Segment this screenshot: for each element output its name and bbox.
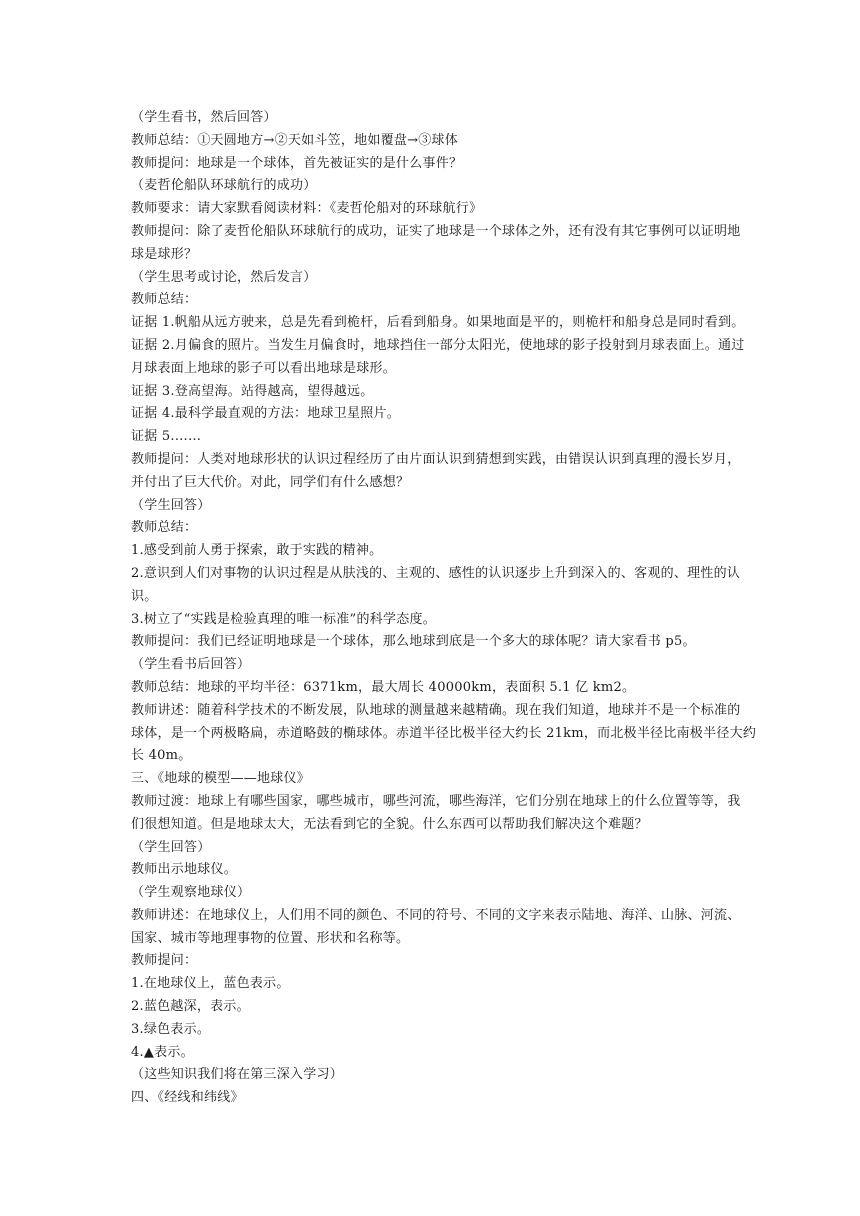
text-line: 教师讲述：随着科学技术的不断发展，队地球的测量越来越精确。现在我们知道，地球并不是一个标准的 (131, 702, 741, 718)
text-line: 教师总结： (131, 292, 198, 308)
text-line: 国家、城市等地理事物的位置、形状和名称等。 (131, 930, 410, 946)
text-line: （学生观察地球仪） (131, 885, 251, 901)
section-heading: 四、《经线和纬线》 (131, 1090, 244, 1106)
text-line: （学生回答） (131, 497, 211, 513)
text-line: 3.绿色表示。 (131, 1021, 211, 1037)
text-line: 教师总结： (131, 520, 198, 536)
text-line: 证据 4.最科学最直观的方法：地球卫星照片。 (131, 406, 401, 422)
text-line: 月球表面上地球的影子可以看出地球是球形。 (131, 360, 397, 376)
text-line: 教师提问：地球是一个球体，首先被证实的是什么事件？ (131, 155, 463, 171)
text-line: 教师出示地球仪。 (131, 862, 238, 878)
text-line: 球是球形？ (131, 246, 198, 262)
text-line: （学生看书，然后回答） (131, 110, 277, 125)
text-line: 识。 (131, 588, 158, 604)
text-line: 教师提问：除了麦哲伦船队环球航行的成功，证实了地球是一个球体之外，还有没有其它事例可以证明地 (131, 223, 741, 239)
section-heading: 三、《地球的模型——地球仪》 (131, 771, 311, 787)
text-line: 2.意识到人们对事物的认识过程是从肤浅的、主观的、感性的认识逐步上升到深入的、客观的、理性的认 (131, 565, 741, 581)
text-line: （学生思考或讨论，然后发言） (131, 269, 317, 285)
text-line: 1.在地球仪上，蓝色表示。 (131, 976, 290, 992)
text-line: 们很想知道。但是地球太大，无法看到它的全貌。什么东西可以帮助我们解决这个难题？ (131, 816, 648, 832)
text-line: 证据 2.月偏食的照片。当发生月偏食时，地球挡住一部分太阳光，使地球的影子投射到月球表面上。通过 (131, 337, 745, 353)
text-line: 1.感受到前人勇于探索，敢于实践的精神。 (131, 543, 383, 559)
text-line: 证据 3.登高望海。站得越高，望得越远。 (131, 383, 374, 399)
text-line: 2.蓝色越深，表示。 (131, 999, 250, 1015)
text-line: 教师总结：①天圆地方→②天如斗笠，地如覆盘→③球体 (131, 132, 459, 148)
text-line: 教师提问：我们已经证明地球是一个球体，那么地球到底是一个多大的球体呢？请大家看书 p5。 (131, 634, 696, 650)
text-line: 4.▲表示。 (131, 1044, 194, 1060)
text-line: （学生看书后回答） (131, 657, 251, 673)
text-line: 教师过渡：地球上有哪些国家，哪些城市，哪些河流，哪些海洋，它们分别在地球上的什么位置等等，我 (131, 793, 741, 809)
text-line: 证据 1.帆船从远方驶来，总是先看到桅杆，后看到船身。如果地面是平的，则桅杆和船身总是同时看到。 (131, 315, 745, 331)
text-line: 教师讲述：在地球仪上，人们用不同的颜色、不同的符号、不同的文字来表示陆地、海洋、山脉、河流、 (131, 907, 741, 923)
text-line: 球体，是一个两极略扁，赤道略鼓的椭球体。赤道半径比极半径大约长 21km，而北极半径比南极半径大约 (131, 725, 757, 741)
document-body (131, 107, 757, 1110)
text-line: 教师要求：请大家默看阅读材料：《麦哲伦船对的环球航行》 (131, 201, 483, 217)
text-line: 3.树立了“实践是检验真理的唯一标准”的科学态度。 (131, 611, 436, 627)
text-line: （学生回答） (131, 839, 211, 855)
text-line: 并付出了巨大代价。对此，同学们有什么感想？ (131, 474, 410, 490)
text-line: 长 40m。 (131, 748, 192, 764)
text-line: （麦哲伦船队环球航行的成功） (131, 178, 317, 194)
text-line: （这些知识我们将在第三深入学习） (131, 1067, 344, 1083)
text-line: 证据 5.…… (131, 429, 202, 445)
text-line: 教师提问：人类对地球形状的认识过程经历了由片面认识到猜想到实践，由错误认识到真理的漫长岁月， (131, 451, 741, 467)
text-line: 教师提问： (131, 953, 198, 969)
text-line: 教师总结：地球的平均半径：6371km，最大周长 40000km，表面积 5.1 亿 km2。 (131, 679, 636, 695)
